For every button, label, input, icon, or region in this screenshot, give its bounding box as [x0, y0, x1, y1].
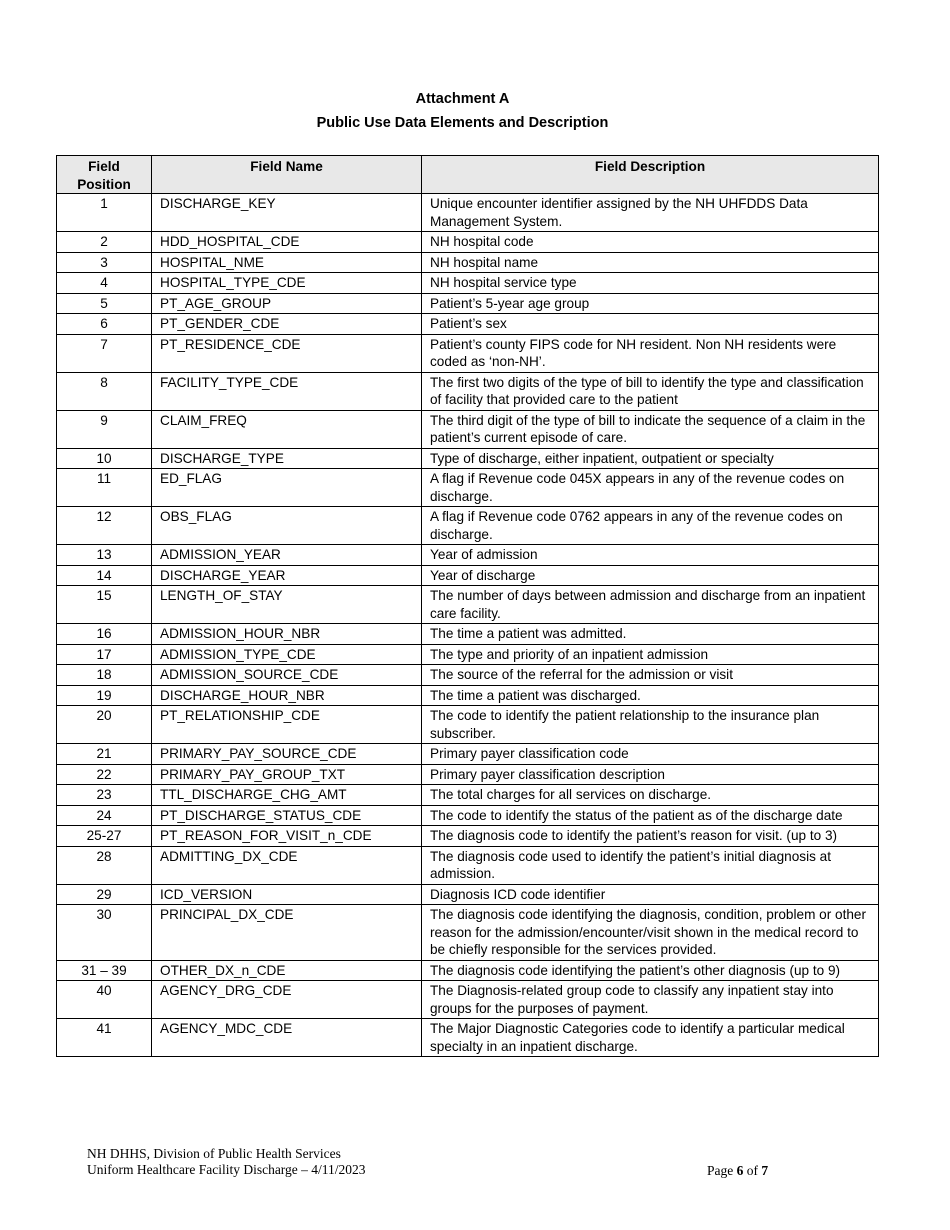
field-name-cell: PRIMARY_PAY_SOURCE_CDE [152, 744, 422, 765]
field-name-cell: HDD_HOSPITAL_CDE [152, 232, 422, 253]
field-name-cell: PRINCIPAL_DX_CDE [152, 905, 422, 961]
field-position-cell: 3 [57, 252, 152, 273]
field-name-cell: ICD_VERSION [152, 884, 422, 905]
field-position-cell: 1 [57, 194, 152, 232]
table-row [57, 805, 879, 826]
field-position-cell: 24 [57, 805, 152, 826]
footer-organization: NH DHHS, Division of Public Health Services [87, 1146, 341, 1161]
field-description-cell: Year of discharge [422, 565, 879, 586]
field-position-cell: 25-27 [57, 826, 152, 847]
attachment-title: Attachment A [415, 91, 510, 107]
page-total: 7 [761, 1163, 769, 1178]
field-position-cell: 14 [57, 565, 152, 586]
field-name-cell: ADMISSION_TYPE_CDE [152, 644, 422, 665]
field-description-cell: Patient’s sex [422, 314, 879, 335]
field-name-cell: PRIMARY_PAY_GROUP_TXT [152, 764, 422, 785]
field-position-cell: 21 [57, 744, 152, 765]
field-description-cell: The diagnosis code identifying the diagnosis, condition, problem or other reason for the admission/encounter/visit shown in the medical record to be chiefly responsible for the services provided. [422, 905, 879, 961]
table-row [57, 545, 879, 566]
field-description-cell: The Major Diagnostic Categories code to identify a particular medical specialty in an inpatient discharge. [422, 1019, 879, 1057]
field-position-cell: 15 [57, 586, 152, 624]
field-name-cell: PT_RELATIONSHIP_CDE [152, 706, 422, 744]
field-name-cell: OBS_FLAG [152, 507, 422, 545]
table-row [57, 981, 879, 1019]
table-row [57, 905, 879, 961]
field-position-cell: 8 [57, 372, 152, 410]
table-header-row [57, 156, 879, 194]
field-position-cell: 18 [57, 665, 152, 686]
field-description-cell: The diagnosis code used to identify the patient’s initial diagnosis at admission. [422, 846, 879, 884]
table-row [57, 372, 879, 410]
table-row [57, 273, 879, 294]
field-name-cell: DISCHARGE_TYPE [152, 448, 422, 469]
field-description-cell: A flag if Revenue code 045X appears in any of the revenue codes on discharge. [422, 469, 879, 507]
field-description-cell: The source of the referral for the admission or visit [422, 665, 879, 686]
page-prefix: Page [707, 1163, 737, 1178]
field-position-cell: 6 [57, 314, 152, 335]
table-row [57, 665, 879, 686]
table-row [57, 410, 879, 448]
table-row [57, 232, 879, 253]
field-name-cell: AGENCY_MDC_CDE [152, 1019, 422, 1057]
field-name-cell: ADMISSION_SOURCE_CDE [152, 665, 422, 686]
field-position-cell: 30 [57, 905, 152, 961]
table-row [57, 706, 879, 744]
header-field-position: Field Position [57, 156, 152, 194]
field-description-cell: The time a patient was admitted. [422, 624, 879, 645]
field-position-cell: 11 [57, 469, 152, 507]
table-row [57, 293, 879, 314]
table-row [57, 334, 879, 372]
field-description-cell: Primary payer classification description [422, 764, 879, 785]
field-position-cell: 10 [57, 448, 152, 469]
field-position-cell: 5 [57, 293, 152, 314]
field-name-cell: ADMISSION_HOUR_NBR [152, 624, 422, 645]
table-row [57, 565, 879, 586]
data-elements-table [56, 155, 879, 1057]
field-name-cell: CLAIM_FREQ [152, 410, 422, 448]
table-row [57, 960, 879, 981]
field-position-cell: 16 [57, 624, 152, 645]
field-name-cell: FACILITY_TYPE_CDE [152, 372, 422, 410]
field-description-cell: Primary payer classification code [422, 744, 879, 765]
field-name-cell: PT_GENDER_CDE [152, 314, 422, 335]
table-row [57, 194, 879, 232]
table-row [57, 884, 879, 905]
field-position-cell: 19 [57, 685, 152, 706]
field-description-cell: NH hospital service type [422, 273, 879, 294]
field-description-cell: The number of days between admission and discharge from an inpatient care facility. [422, 586, 879, 624]
attachment-subtitle: Public Use Data Elements and Description [316, 115, 609, 131]
table-row [57, 785, 879, 806]
table-row [57, 507, 879, 545]
field-name-cell: ADMISSION_YEAR [152, 545, 422, 566]
field-name-cell: DISCHARGE_KEY [152, 194, 422, 232]
footer-left [87, 1146, 366, 1178]
field-position-cell: 31 – 39 [57, 960, 152, 981]
field-description-cell: The first two digits of the type of bill to identify the type and classification of facility that provided care to the patient [422, 372, 879, 410]
field-name-cell: DISCHARGE_YEAR [152, 565, 422, 586]
field-position-cell: 7 [57, 334, 152, 372]
page-number [707, 1163, 768, 1179]
field-description-cell: Patient’s county FIPS code for NH resident. Non NH residents were coded as ‘non-NH’. [422, 334, 879, 372]
field-name-cell: PT_AGE_GROUP [152, 293, 422, 314]
field-description-cell: The third digit of the type of bill to indicate the sequence of a claim in the patient’s current episode of care. [422, 410, 879, 448]
table-row [57, 846, 879, 884]
field-name-cell: AGENCY_DRG_CDE [152, 981, 422, 1019]
header-field-description: Field Description [422, 156, 879, 194]
field-description-cell: The code to identify the patient relationship to the insurance plan subscriber. [422, 706, 879, 744]
field-description-cell: Patient’s 5-year age group [422, 293, 879, 314]
field-name-cell: OTHER_DX_n_CDE [152, 960, 422, 981]
field-position-cell: 23 [57, 785, 152, 806]
field-description-cell: The Diagnosis-related group code to classify any inpatient stay into groups for the purposes of payment. [422, 981, 879, 1019]
footer-document-date: Uniform Healthcare Facility Discharge – 4/11/2023 [87, 1162, 366, 1177]
field-description-cell: NH hospital code [422, 232, 879, 253]
table-row [57, 744, 879, 765]
table-row [57, 469, 879, 507]
field-description-cell: Unique encounter identifier assigned by the NH UHFDDS Data Management System. [422, 194, 879, 232]
field-description-cell: The type and priority of an inpatient admission [422, 644, 879, 665]
field-position-cell: 13 [57, 545, 152, 566]
field-name-cell: PT_RESIDENCE_CDE [152, 334, 422, 372]
field-position-cell: 9 [57, 410, 152, 448]
table-row [57, 252, 879, 273]
field-position-cell: 17 [57, 644, 152, 665]
field-name-cell: PT_REASON_FOR_VISIT_n_CDE [152, 826, 422, 847]
field-position-cell: 22 [57, 764, 152, 785]
field-position-cell: 29 [57, 884, 152, 905]
field-description-cell: Type of discharge, either inpatient, outpatient or specialty [422, 448, 879, 469]
field-description-cell: Year of admission [422, 545, 879, 566]
field-position-cell: 2 [57, 232, 152, 253]
field-description-cell: The diagnosis code to identify the patient’s reason for visit. (up to 3) [422, 826, 879, 847]
field-position-cell: 12 [57, 507, 152, 545]
field-description-cell: A flag if Revenue code 0762 appears in any of the revenue codes on discharge. [422, 507, 879, 545]
field-name-cell: LENGTH_OF_STAY [152, 586, 422, 624]
field-description-cell: Diagnosis ICD code identifier [422, 884, 879, 905]
table-row [57, 1019, 879, 1057]
table-row [57, 826, 879, 847]
table-row [57, 644, 879, 665]
field-name-cell: DISCHARGE_HOUR_NBR [152, 685, 422, 706]
page-of: of [743, 1163, 762, 1178]
field-name-cell: ADMITTING_DX_CDE [152, 846, 422, 884]
field-position-cell: 20 [57, 706, 152, 744]
field-name-cell: PT_DISCHARGE_STATUS_CDE [152, 805, 422, 826]
field-name-cell: HOSPITAL_TYPE_CDE [152, 273, 422, 294]
field-position-cell: 40 [57, 981, 152, 1019]
field-name-cell: HOSPITAL_NME [152, 252, 422, 273]
field-name-cell: ED_FLAG [152, 469, 422, 507]
table-row [57, 624, 879, 645]
field-description-cell: The time a patient was discharged. [422, 685, 879, 706]
field-name-cell: TTL_DISCHARGE_CHG_AMT [152, 785, 422, 806]
field-description-cell: The total charges for all services on discharge. [422, 785, 879, 806]
field-description-cell: NH hospital name [422, 252, 879, 273]
field-description-cell: The code to identify the status of the patient as of the discharge date [422, 805, 879, 826]
page-current: 6 [736, 1163, 744, 1178]
table-row [57, 448, 879, 469]
table-row [57, 314, 879, 335]
table-row [57, 685, 879, 706]
field-position-cell: 4 [57, 273, 152, 294]
table-row [57, 586, 879, 624]
field-position-cell: 41 [57, 1019, 152, 1057]
table-row [57, 764, 879, 785]
field-description-cell: The diagnosis code identifying the patient’s other diagnosis (up to 9) [422, 960, 879, 981]
header-field-name: Field Name [152, 156, 422, 194]
field-position-cell: 28 [57, 846, 152, 884]
